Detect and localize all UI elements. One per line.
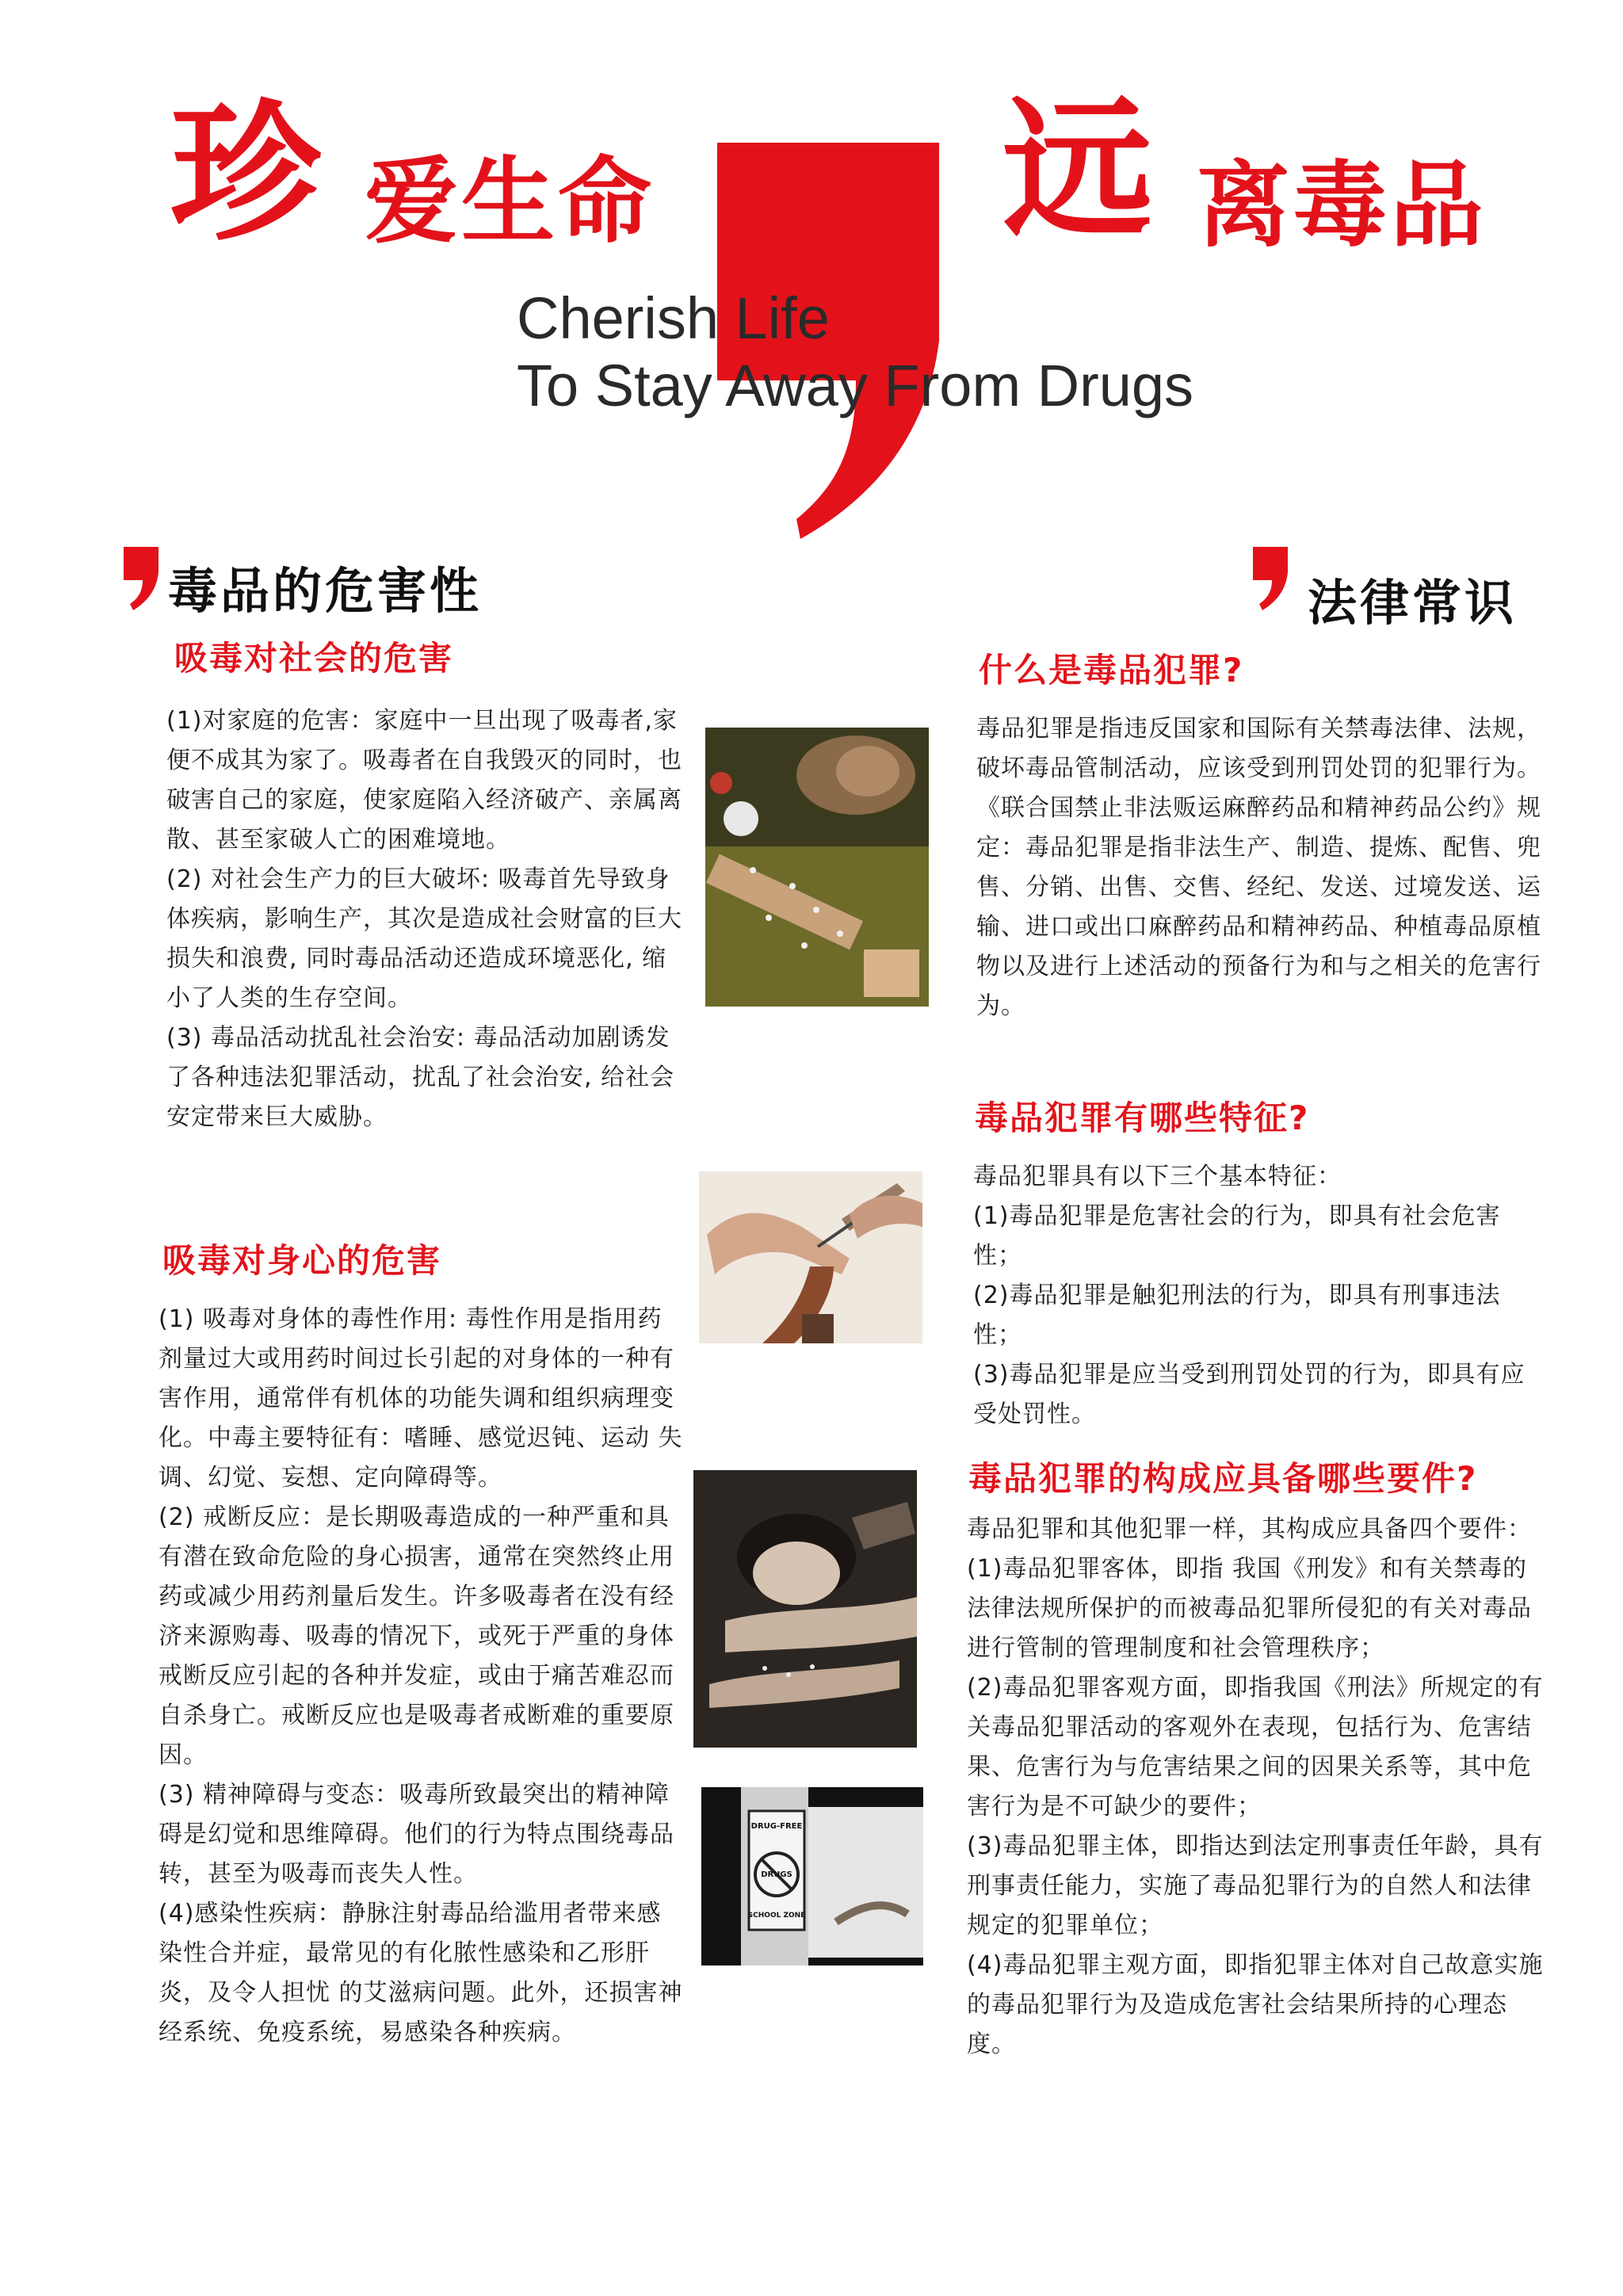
social-harm-paragraph-1: (1)对家庭的危害：家庭中一旦出现了吸毒者,家便不成其为家了。吸毒者在自我毁灭的同时，也破害自己的家庭，使家庭陷入经济破产、亲属离散、甚至家破人亡的困难境地。 (166, 707, 682, 854)
section-comma-icon-right (1248, 547, 1288, 610)
title-char-cherish: 珍 (170, 86, 322, 262)
feature-2: (2)毒品犯罪是触犯刑法的行为，即具有刑事违法性； (973, 1282, 1501, 1349)
title-rest-cherish: 爱生命 (365, 147, 655, 256)
photo-drug-free-sign (701, 1787, 923, 1966)
element-2: (2)毒品犯罪客观方面，即指我国《刑法》所规定的有关毒品犯罪活动的客观外在表现，包括行为、危害结果、危害行为与危害结果之间的因果关系等，其中危害行为是不可缺少的要件； (967, 1674, 1544, 1820)
subheading-social-harm: 吸毒对社会的危害 (174, 639, 454, 678)
social-harm-paragraph-2: (2) 对社会生产力的巨大破坏: 吸毒首先导致身体疾病，影响生产，其次是造成社会财富的巨大损失和浪费, 同时毒品活动还造成环境恶化, 缩小了人类的生存空间。 (166, 865, 682, 1012)
elements-intro: 毒品犯罪和其他犯罪一样，其构成应具备四个要件： (967, 1515, 1532, 1543)
title-rest-away: 离毒品 (1197, 151, 1487, 260)
answer-drug-crime-elements (967, 1510, 1545, 2065)
section-comma-icon (119, 547, 158, 610)
social-harm-text (166, 701, 689, 1137)
photo-injection (699, 1171, 922, 1343)
section-heading-legal-knowledge: 法律常识 (1308, 574, 1518, 632)
question-drug-crime-elements: 毒品犯罪的构成应具备哪些要件? (968, 1459, 1478, 1498)
section-heading-drug-harm: 毒品的危害性 (168, 562, 483, 620)
social-harm-paragraph-3: (3) 毒品活动扰乱社会治安: 毒品活动加剧诱发了各种违法犯罪活动，扰乱了社会治安, 给社会安定带来巨大威胁。 (166, 1024, 675, 1131)
subtitle-line-1: Cherish Life (517, 285, 830, 351)
feature-3: (3)毒品犯罪是应当受到刑罚处罚的行为，即具有应受处罚性。 (973, 1361, 1526, 1428)
answer-drug-crime-features (973, 1157, 1548, 1435)
element-1: (1)毒品犯罪客体，即指 我国《刑发》和有关禁毒的法律法规所保护的而被毒品犯罪所侵犯的有关对毒品进行管制的管理制度和社会管理秩序； (967, 1555, 1532, 1662)
sign-top-text: DRUG-FREE (750, 1822, 803, 1831)
subheading-body-mind-harm: 吸毒对身心的危害 (162, 1241, 442, 1280)
body-mind-harm-paragraph-1: (1) 吸毒对身体的毒性作用: 毒性作用是指用药剂量过大或用药时间过长引起的对身体的一种有害作用，通常伴有机体的功能失调和组织病理变化。中毒主要特征有：嗜睡、感觉迟钝、运动 失调、幻觉、妄想、定向障碍等。 (158, 1305, 683, 1492)
question-what-is-drug-crime: 什么是毒品犯罪? (979, 651, 1244, 690)
photo-collapsed-woman (693, 1470, 917, 1748)
answer-what-is-drug-crime-paragraph: 毒品犯罪是指违反国家和国际有关禁毒法律、法规，破坏毒品管制活动，应该受到刑罚处罚的犯罪行为。《联合国禁止非法贩运麻醉药品和精神药品公约》规定：毒品犯罪是指非法生产、制造、提炼、配售、兜售、分销、出售、交售、经纪、发送、过境发送、运输、进口或出口麻醉药品和精神药品、种植毒品原植物以及进行上述活动的预备行为和与之相关的危害行为。 (976, 715, 1541, 1020)
title-char-away: 远 (1002, 82, 1154, 258)
photo-overdose (705, 728, 929, 1007)
feature-1: (1)毒品犯罪是危害社会的行为，即具有社会危害性； (973, 1202, 1501, 1270)
features-intro: 毒品犯罪具有以下三个基本特征： (973, 1163, 1342, 1190)
element-3: (3)毒品犯罪主体，即指达到法定刑事责任年龄，具有刑事责任能力，实施了毒品犯罪行为的自然人和法律规定的犯罪单位； (967, 1832, 1544, 1939)
element-4: (4)毒品犯罪主观方面，即指犯罪主体对自己故意实施的毒品犯罪行为及造成危害社会结果所持的心理态度。 (967, 1951, 1544, 2058)
sign-bottom-text: SCHOOL ZONE (747, 1912, 806, 1920)
body-mind-harm-text (158, 1300, 685, 2053)
sign-middle-text: DRUGS (761, 1870, 792, 1879)
question-drug-crime-features: 毒品犯罪有哪些特征? (975, 1098, 1310, 1137)
body-mind-harm-paragraph-4: (4)感染性疾病：静脉注射毒品给滥用者带来感染性合并症，最常见的有化脓性感染和乙形肝炎，及令人担忧 的艾滋病问题。此外，还损害神经系统、免疫系统，易感染各种疾病。 (158, 1900, 683, 2046)
body-mind-harm-paragraph-3: (3) 精神障碍与变态：吸毒所致最突出的精神障碍是幻觉和思维障碍。他们的行为特点围绕毒品转，甚至为吸毒而丧失人性。 (158, 1781, 674, 1888)
subtitle-line-2: To Stay Away From Drugs (517, 353, 1194, 418)
answer-what-is-drug-crime (976, 709, 1547, 1026)
body-mind-harm-paragraph-2: (2) 戒断反应：是长期吸毒造成的一种严重和具有潜在致命危险的身心损害，通常在突然终止用药或减少用药剂量后发生。许多吸毒者在没有经济来源购毒、吸毒的情况下，或死于严重的身体戒断反应引起的各种并发症，或由于痛苦难忍而自杀身亡。戒断反应也是吸毒者戒断难的重要原因。 (158, 1503, 674, 1769)
